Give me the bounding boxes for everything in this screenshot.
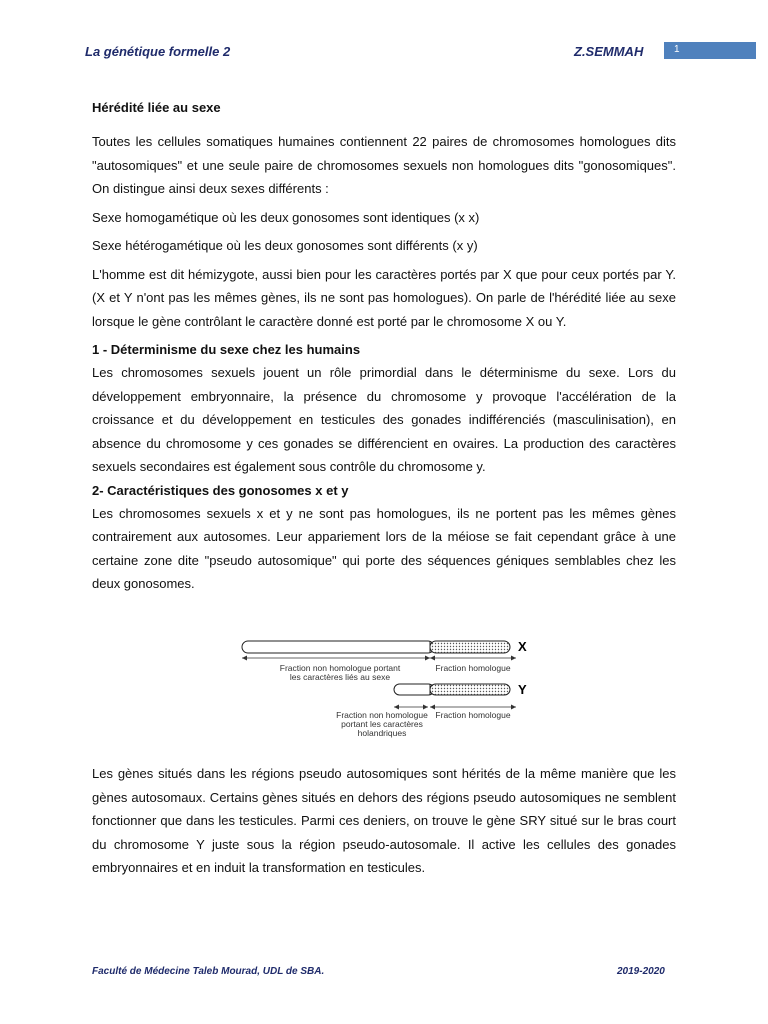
x-nonhomologous-line2: les caractères liés au sexe [289, 672, 391, 682]
section1-title: 1 - Déterminisme du sexe chez les humains [92, 342, 361, 357]
y-nonhomologous-line1: Fraction non homologue [336, 710, 428, 720]
y-label: Y [518, 682, 527, 697]
page-number-box [664, 42, 756, 59]
section2-text: Les chromosomes sexuels x et y ne sont pas homologues, ils ne portent pas les mêmes gènes contrairement aux autosomes. Leur appariement lors de la méiose se fait cependant grâce à une certaine zone dite "pseudo autosomique" qui porte des séquences géniques semblables chez les deux gonosomes. [92, 505, 676, 591]
page-number: 1 [674, 44, 680, 55]
x-homologous-label: Fraction homologue [435, 663, 511, 673]
y-chromosome [394, 684, 510, 695]
heterogametic-line: Sexe hétérogamétique où les deux gonosomes sont différents (x y) [92, 238, 478, 253]
header-title: La génétique formelle 2 [85, 44, 231, 59]
header-author: Z.SEMMAH [574, 44, 644, 59]
x-label: X [518, 639, 527, 654]
y-nonhomologous-line3: holandriques [357, 728, 407, 738]
section-title: Hérédité liée au sexe [92, 100, 221, 115]
x-nonhomologous-line1: Fraction non homologue portant [279, 663, 401, 673]
section1-text: Les chromosomes sexuels jouent un rôle primordial dans le déterminisme du sexe. Lors du développement embryonnaire, la présence du chromosome y provoque l'accélération de la croissance et du développement en testicules des gonades indifférenciés (masculinisation), en absence du chromosome y ces gonades se différencient en ovaires. La production des caractères sexuels secondaires est également sous contrôle du chromosome y. [92, 365, 676, 474]
x-chromosome [242, 641, 510, 653]
gonosome-diagram [230, 630, 550, 750]
y-homologous-label: Fraction homologue [435, 710, 511, 720]
footer-institution: Faculté de Médecine Taleb Mourad, UDL de SBA. [92, 966, 325, 977]
pseudo-autosomal-section [92, 762, 676, 880]
footer-year: 2019-2020 [617, 966, 665, 977]
pseudo-autosomal-paragraph: Les gènes situés dans les régions pseudo autosomiques sont hérités de la même manière que les gènes autosomaux. Certains gènes situés en dehors des régions pseudo autosomiques ne semblent fonctionner que dans les testicules. Parmi ces deniers, on trouve le gène SRY situé sur le bras court du chromosome Y juste sous la région pseudo-autosomale. Il active les cellules des gonades embryonnaires et en induit la transformation en testicules. [92, 766, 676, 875]
hemizygote-paragraph: L'homme est dit hémizygote, aussi bien pour les caractères portés par X que pour ceux portés par Y. (X et Y n'ont pas les mêmes gènes, ils ne sont pas homologues). On parle de l'hérédité liée au sexe lorsque le gène contrôlant le caractère donné est porté par le chromosome X ou Y. [92, 266, 676, 329]
intro-paragraph: Toutes les cellules somatiques humaines contiennent 22 paires de chromosomes homologues dits "autosomiques" et une seule paire de chromosomes sexuels non homologues dits "gonosomiques". On distingue ainsi deux sexes différents : [92, 134, 676, 196]
main-content [92, 100, 676, 596]
homogametic-line: Sexe homogamétique où les deux gonosomes sont identiques (x x) [92, 209, 480, 225]
section2-title: 2- Caractéristiques des gonosomes x et y [92, 482, 349, 498]
y-nonhomologous-line2: portant les caractères [341, 719, 423, 729]
